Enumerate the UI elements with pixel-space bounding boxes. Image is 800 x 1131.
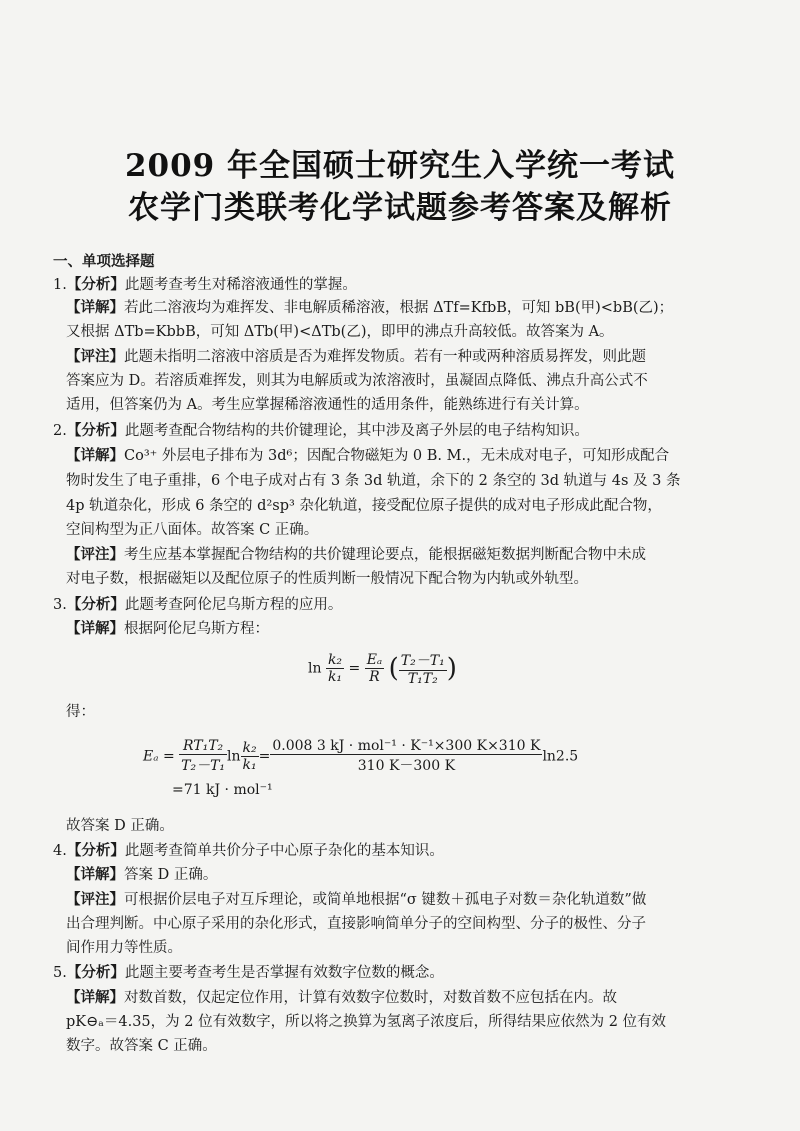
q1-note-line2: 答案应为 D。若溶质难挥发，则其为电解质或为浓溶液时，虽凝固点降低、沸点升高公式不 xyxy=(66,373,648,389)
q4-note xyxy=(66,890,646,912)
eq1-ea: Eₐ xyxy=(366,652,383,668)
q1-detail-line1: 若此二溶液均为难挥发、非电解质稀溶液，根据 ΔTf=KfbB，可知 bB(甲)<bB(乙)； xyxy=(124,300,674,316)
section-heading: 一、单项选择题 xyxy=(53,254,155,270)
q2-number: 2. xyxy=(53,423,67,439)
eq2-numeric-num: 0.008 3 kJ · mol⁻¹ · K⁻¹×300 K×310 K xyxy=(272,738,541,754)
q2-note xyxy=(66,545,646,567)
eq2-t-fraction xyxy=(179,738,227,775)
q2-detail-line4: 空间构型为正八面体。故答案 C 正确。 xyxy=(66,522,319,538)
q3-number: 3. xyxy=(53,597,67,613)
q4-detail xyxy=(66,865,217,887)
q2-detail xyxy=(66,446,669,468)
eq2-equals-1: = xyxy=(162,748,175,765)
ea-calculation xyxy=(143,738,578,775)
q1-number: 1. xyxy=(53,277,67,293)
q4-detail-text: 答案 D 正确。 xyxy=(124,867,218,883)
q4-number: 4. xyxy=(53,843,67,859)
eq1-rparen: ) xyxy=(446,653,457,684)
q1-note-line3: 适用，但答案仍为 A。考生应掌握稀溶液通性的适用条件，能熟练进行有关计算。 xyxy=(66,397,589,413)
q5-detail-line1: 对数首数，仅起定位作用，计算有效数字位数时，对数首数不应包括在内。故 xyxy=(124,990,617,1006)
q1-analysis xyxy=(53,275,357,297)
q1-analysis-tag: 【分析】 xyxy=(66,277,125,293)
q4-note-tag: 【评注】 xyxy=(66,892,124,908)
q2-analysis-tag: 【分析】 xyxy=(66,423,125,439)
eq2-ea: Eₐ xyxy=(143,748,159,765)
q4-note-line3: 间作用力等性质。 xyxy=(66,940,182,956)
q4-analysis-text: 此题考查简单共价分子中心原子杂化的基本知识。 xyxy=(124,843,444,859)
page-title-line1: 2009 年全国硕士研究生入学统一考试 xyxy=(124,148,676,184)
q2-note-line2: 对电子数，根据磁矩以及配位原子的性质判断一般情况下配合物为内轨或外轨型。 xyxy=(66,571,588,587)
q3-detail-tag: 【详解】 xyxy=(66,621,124,637)
q4-analysis xyxy=(53,841,444,863)
q5-analysis-tag: 【分析】 xyxy=(66,965,125,981)
eq1-r: R xyxy=(369,669,380,685)
eq1-lparen: ( xyxy=(388,653,399,684)
q5-detail xyxy=(66,988,617,1010)
eq2-t-num: RT₁T₂ xyxy=(179,738,227,755)
q3-detail-text: 根据阿伦尼乌斯方程： xyxy=(124,621,269,637)
q1-analysis-text: 此题考查考生对稀溶液通性的掌握。 xyxy=(124,277,357,293)
q2-analysis xyxy=(53,421,589,443)
eq2-ln25: ln2.5 xyxy=(542,748,579,765)
q2-note-line1: 考生应基本掌握配合物结构的共价键理论要点，能根据磁矩数据判断配合物中未成 xyxy=(124,547,646,563)
q5-detail-line2: pK⊖ₐ＝4.35，为 2 位有效数字，所以将之换算为氢离子浓度后，所得结果应依然为 2 位有效 xyxy=(66,1014,667,1030)
ea-result: =71 kJ · mol⁻¹ xyxy=(172,782,273,798)
q3-de: 得： xyxy=(66,704,95,720)
q5-number: 5. xyxy=(53,965,67,981)
eq2-t-den: T₂－T₁ xyxy=(181,758,226,774)
q3-analysis xyxy=(53,595,342,617)
q1-detail-line2: 又根据 ΔTb=KbbB，可知 ΔTb(甲)<ΔTb(乙)，即甲的沸点升高较低。故答案为 A。 xyxy=(66,324,614,340)
eq1-k2: k₂ xyxy=(327,652,343,668)
eq2-numeric-fraction xyxy=(270,738,542,775)
q1-note-tag: 【评注】 xyxy=(66,349,124,365)
eq1-ea-over-r xyxy=(365,652,384,685)
eq1-temp-den: T₁T₂ xyxy=(407,671,438,687)
q1-detail-tag: 【详解】 xyxy=(66,300,124,316)
q5-detail-line3: 数字。故答案 C 正确。 xyxy=(66,1038,217,1054)
q4-note-line1: 可根据价层电子对互斥理论，或简单地根据“σ 键数＋孤电子对数＝杂化轨道数”做 xyxy=(124,892,647,908)
q2-detail-line2: 物时发生了电子重排，6 个电子成对占有 3 条 3d 轨道，余下的 2 条空的 3d 轨道与 4s 及 3 条 xyxy=(66,473,681,489)
q2-detail-tag: 【详解】 xyxy=(66,448,124,464)
eq2-equals-2: = xyxy=(258,748,271,765)
q1-note-line1: 此题未指明二溶液中溶质是否为难挥发物质。若有一种或两种溶质易挥发，则此题 xyxy=(124,349,646,365)
q2-detail-line3: 4p 轨道杂化，形成 6 条空的 d²sp³ 杂化轨道，接受配位原子提供的成对电子形成此配合物， xyxy=(66,498,662,514)
eq1-temp-fraction xyxy=(399,650,447,687)
eq1-equals: = xyxy=(348,660,361,677)
q2-analysis-text: 此题考查配合物结构的共价键理论，其中涉及离子外层的电子结构知识。 xyxy=(124,423,589,439)
eq2-k1: k₁ xyxy=(242,757,257,773)
q5-analysis xyxy=(53,963,444,985)
q3-conclusion: 故答案 D 正确。 xyxy=(66,818,174,834)
eq1-k1: k₁ xyxy=(327,669,343,685)
q5-detail-tag: 【详解】 xyxy=(66,990,124,1006)
page-title-line2: 农学门类联考化学试题参考答案及解析 xyxy=(128,190,672,226)
eq2-ln: ln xyxy=(227,748,241,765)
eq1-k-ratio xyxy=(326,652,344,685)
q1-detail xyxy=(66,298,673,320)
q1-note xyxy=(66,347,646,369)
q4-analysis-tag: 【分析】 xyxy=(66,843,125,859)
eq2-k2: k₂ xyxy=(242,740,257,756)
eq1-temp-num: T₂－T₁ xyxy=(399,650,447,671)
q3-detail xyxy=(66,619,269,641)
eq2-k-ratio xyxy=(241,740,259,773)
eq2-numeric-den: 310 K－300 K xyxy=(357,758,456,774)
q2-note-tag: 【评注】 xyxy=(66,547,124,563)
q3-analysis-text: 此题考查阿伦尼乌斯方程的应用。 xyxy=(124,597,343,613)
q5-analysis-text: 此题主要考查考生是否掌握有效数字位数的概念。 xyxy=(124,965,444,981)
q2-detail-line1: Co³⁺ 外层电子排布为 3d⁶；因配合物磁矩为 0 B. M.，无未成对电子，可知形成配合 xyxy=(124,448,670,464)
q4-detail-tag: 【详解】 xyxy=(66,867,124,883)
q4-note-line2: 出合理判断。中心原子采用的杂化形式，直接影响简单分子的空间构型、分子的极性、分子 xyxy=(66,916,646,932)
arrhenius-equation xyxy=(308,650,457,687)
eq1-ln: ln xyxy=(308,660,322,677)
q3-analysis-tag: 【分析】 xyxy=(66,597,125,613)
